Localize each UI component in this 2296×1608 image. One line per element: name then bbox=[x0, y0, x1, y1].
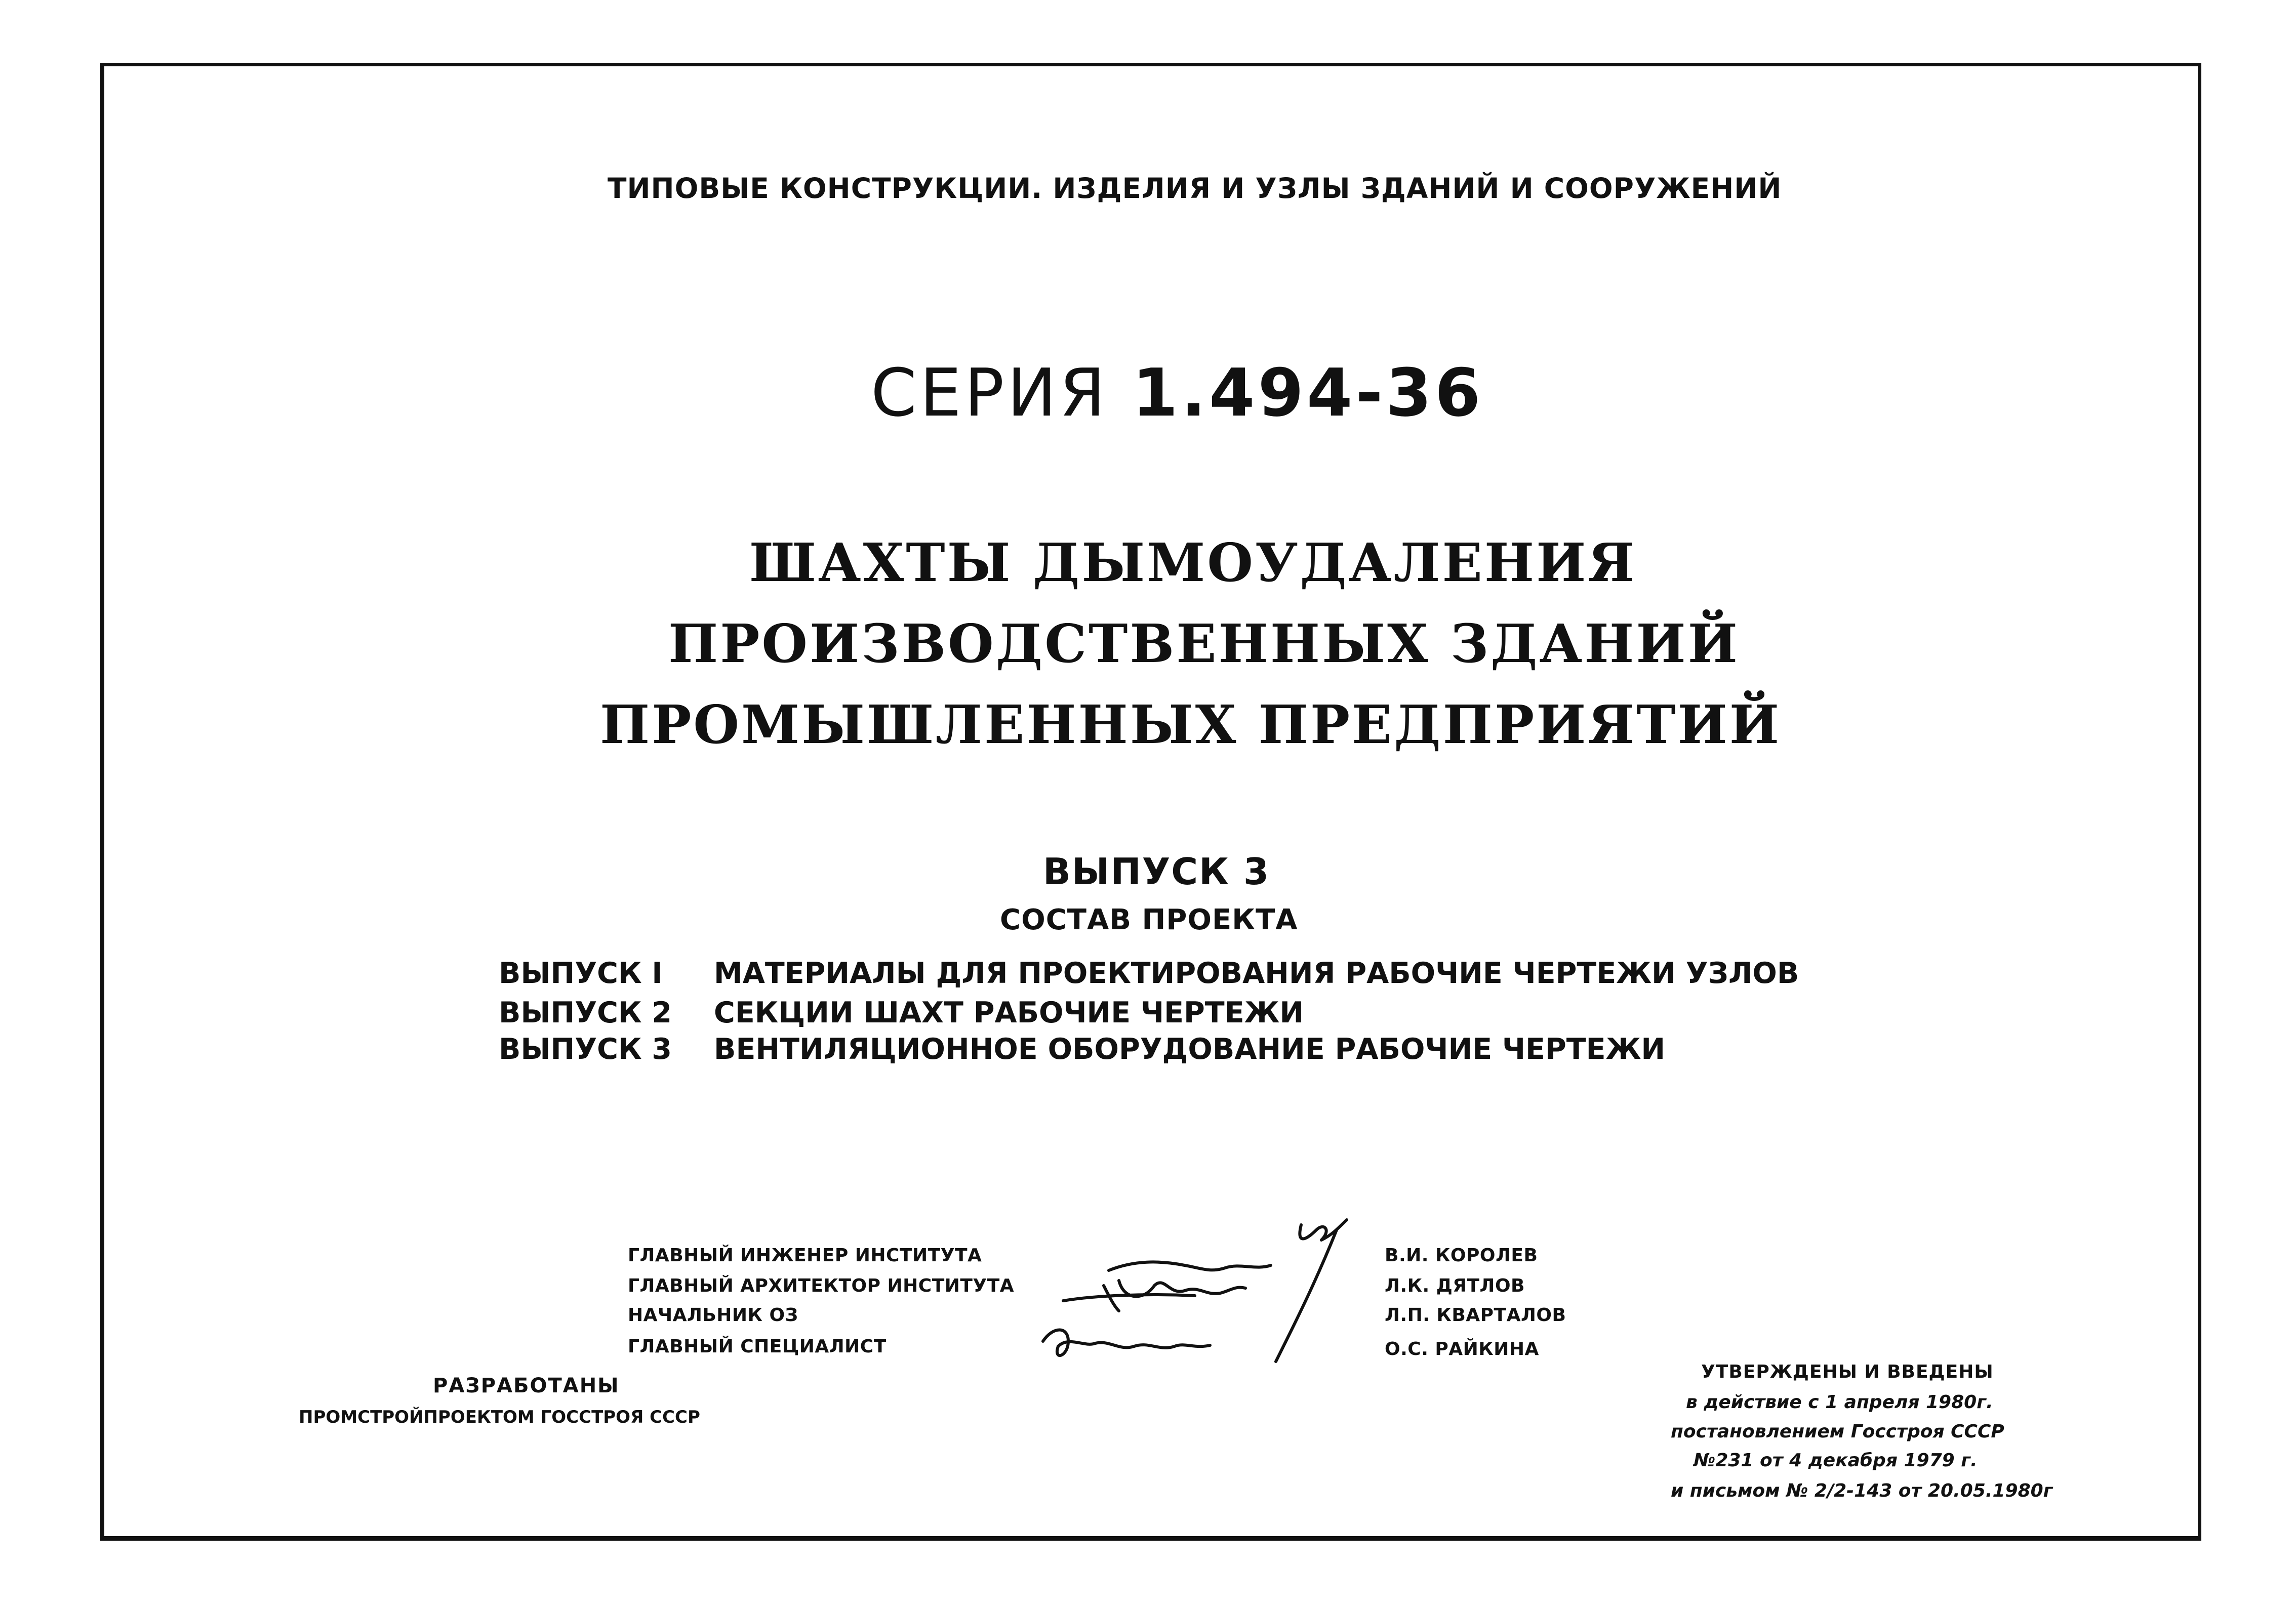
contents-heading: СОСТАВ ПРОЕКТА bbox=[1000, 903, 1298, 936]
volume-label: ВЫПУСК I bbox=[499, 957, 663, 990]
signatory-name: Л.К. ДЯТЛОВ bbox=[1385, 1275, 1525, 1296]
title-line-2: ПРОИЗВОДСТВЕННЫХ ЗДАНИЙ bbox=[668, 612, 1740, 675]
title-line-3: ПРОМЫШЛЕННЫХ ПРЕДПРИЯТИЙ bbox=[600, 693, 1782, 756]
handwritten-signatures bbox=[1033, 1210, 1367, 1392]
signatory-name: О.С. РАЙКИНА bbox=[1385, 1339, 1539, 1359]
signatory-role: ГЛАВНЫЙ АРХИТЕКТОР ИНСТИТУТА bbox=[628, 1275, 1015, 1296]
volume-description: МАТЕРИАЛЫ ДЛЯ ПРОЕКТИРОВАНИЯ РАБОЧИЕ ЧЕРТЕЖИ УЗЛОВ bbox=[714, 957, 1799, 990]
series-number: 1.494-36 bbox=[1132, 354, 1484, 431]
volume-row bbox=[499, 957, 1799, 990]
approval-line: постановлением Госстроя СССР bbox=[1671, 1421, 2004, 1442]
volume-label: ВЫПУСК 2 bbox=[499, 996, 672, 1029]
signatory-role: ГЛАВНЫЙ ИНЖЕНЕР ИНСТИТУТА bbox=[628, 1245, 982, 1266]
approval-line: №231 от 4 декабря 1979 г. bbox=[1694, 1450, 1978, 1471]
issue-number: ВЫПУСК 3 bbox=[1043, 850, 1270, 893]
document-series-caption: ТИПОВЫЕ КОНСТРУКЦИИ. ИЗДЕЛИЯ И УЗЛЫ ЗДАНИЙ И СООРУЖЕНИЙ bbox=[608, 172, 1782, 204]
signatory-role: ГЛАВНЫЙ СПЕЦИАЛИСТ bbox=[628, 1336, 887, 1357]
developed-by-label: РАЗРАБОТАНЫ bbox=[433, 1374, 620, 1397]
approval-line: УТВЕРЖДЕНЫ И ВВЕДЕНЫ bbox=[1701, 1362, 1994, 1382]
series-heading bbox=[871, 354, 1483, 431]
volume-row bbox=[499, 1033, 1665, 1066]
approval-line: и письмом № 2/2-143 от 20.05.1980г bbox=[1671, 1480, 2053, 1501]
volume-row bbox=[499, 996, 1304, 1029]
signatory-name: Л.П. КВАРТАЛОВ bbox=[1385, 1305, 1566, 1326]
signatory-name: В.И. КОРОЛЕВ bbox=[1385, 1245, 1538, 1266]
approval-line: в действие с 1 апреля 1980г. bbox=[1686, 1392, 1993, 1413]
volume-description: СЕКЦИИ ШАХТ РАБОЧИЕ ЧЕРТЕЖИ bbox=[714, 996, 1304, 1029]
developer-organization: ПРОМСТРОЙПРОЕКТОМ ГОССТРОЯ СССР bbox=[299, 1407, 700, 1427]
series-label: СЕРИЯ bbox=[871, 354, 1108, 431]
volume-label: ВЫПУСК 3 bbox=[499, 1033, 672, 1066]
title-line-1: ШАХТЫ ДЫМОУДАЛЕНИЯ bbox=[749, 531, 1637, 594]
signatory-role: НАЧАЛЬНИК ОЗ bbox=[628, 1305, 798, 1326]
volume-description: ВЕНТИЛЯЦИОННОЕ ОБОРУДОВАНИЕ РАБОЧИЕ ЧЕРТЕЖИ bbox=[714, 1033, 1666, 1066]
